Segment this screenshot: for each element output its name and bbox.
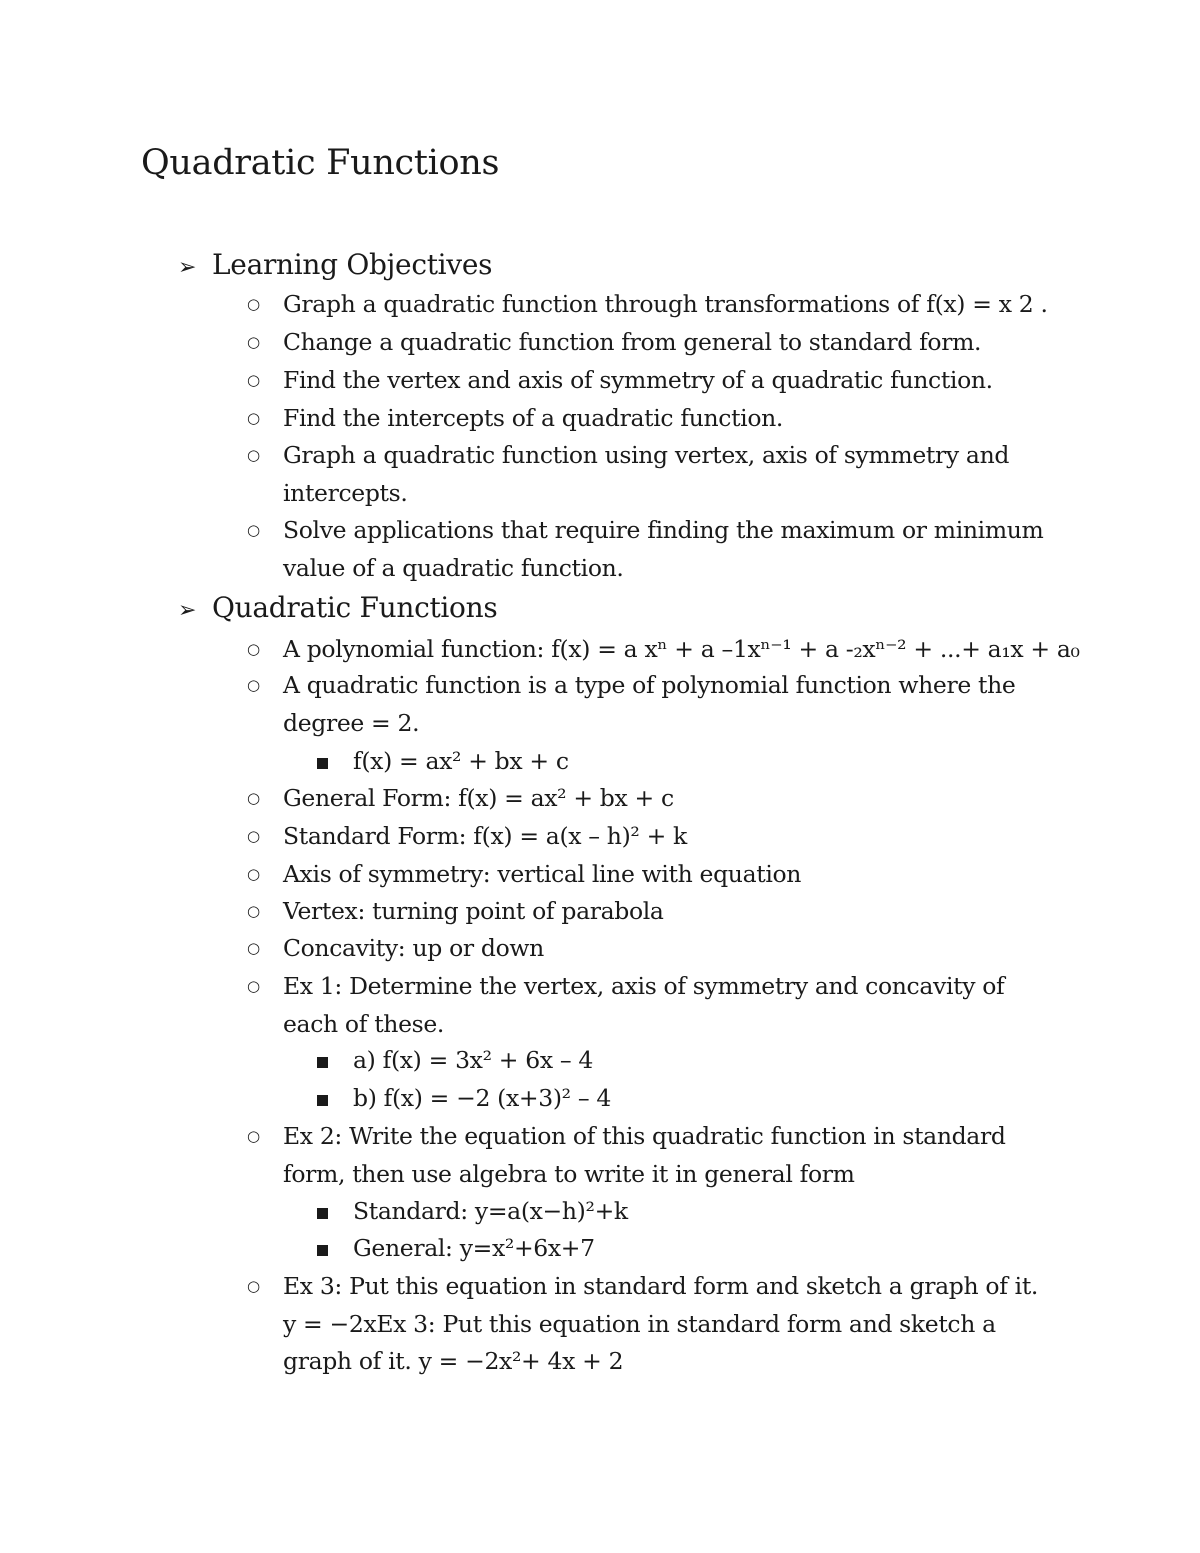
section-heading-quadratic-functions <box>178 590 497 629</box>
page-title: Quadratic Functions <box>141 143 500 183</box>
circle-bullet-icon: ○ <box>247 789 260 807</box>
list-subitem-text: f(x) = ax² + bx + c <box>353 747 569 775</box>
list-item-text: A polynomial function: f(x) = a xⁿ + a –1xⁿ⁻¹ + a -₂xⁿ⁻² + ...+ a₁x + a₀ <box>283 635 1080 663</box>
list-subitem <box>317 1193 1057 1231</box>
square-bullet-icon <box>317 743 353 781</box>
list-item <box>247 1268 1057 1381</box>
list-item-text: Solve applications that require finding the maximum or minimum value of a quadratic function. <box>283 516 1044 582</box>
arrow-bullet-icon: ➢ <box>178 255 197 280</box>
circle-bullet-icon: ○ <box>247 640 260 658</box>
circle-bullet-icon: ○ <box>247 1277 260 1295</box>
circle-bullet-icon: ○ <box>247 371 260 389</box>
circle-bullet-icon: ○ <box>247 446 260 464</box>
list-item <box>247 930 1047 968</box>
circle-bullet-icon: ○ <box>247 939 260 957</box>
circle-bullet-icon: ○ <box>247 676 260 694</box>
list-subitem-text: General: y=x²+6x+7 <box>353 1234 595 1262</box>
list-item-text: Standard Form: f(x) = a(x – h)² + k <box>283 822 687 850</box>
list-item <box>247 631 1080 669</box>
circle-bullet-icon: ○ <box>247 333 260 351</box>
circle-bullet-icon: ○ <box>247 827 260 845</box>
list-item <box>247 856 1047 894</box>
list-item <box>247 818 1047 856</box>
square-bullet-icon <box>317 1080 353 1118</box>
list-subitem-text: Standard: y=a(x−h)²+k <box>353 1197 628 1225</box>
list-item-text: Vertex: turning point of parabola <box>283 897 664 925</box>
list-item <box>247 968 1027 1043</box>
list-item-text: Find the vertex and axis of symmetry of a quadratic function. <box>283 366 993 394</box>
section-heading-label: Learning Objectives <box>212 248 493 281</box>
list-item <box>247 1118 1037 1193</box>
square-bullet-icon <box>317 1230 353 1268</box>
list-item-text: Change a quadratic function from general to standard form. <box>283 328 982 356</box>
circle-bullet-icon: ○ <box>247 1127 260 1145</box>
list-item-text: Graph a quadratic function through transformations of f(x) = x 2 . <box>283 290 1048 318</box>
list-item <box>247 324 1047 362</box>
list-item-text: Ex 3: Put this equation in standard form and sketch a graph of it. y = −2xEx 3: Put this equation in standard form and sketch a graph of it. y = −2x²+ 4x + 2 <box>283 1272 1039 1375</box>
list-subitem-text: a) f(x) = 3x² + 6x – 4 <box>353 1046 593 1074</box>
circle-bullet-icon: ○ <box>247 295 260 313</box>
list-subitem <box>317 1042 1057 1080</box>
list-item <box>247 512 1067 587</box>
list-item <box>247 780 1047 818</box>
circle-bullet-icon: ○ <box>247 521 260 539</box>
list-item <box>247 362 1047 400</box>
section-heading-learning-objectives <box>178 247 492 286</box>
circle-bullet-icon: ○ <box>247 977 260 995</box>
circle-bullet-icon: ○ <box>247 409 260 427</box>
section-heading-label: Quadratic Functions <box>212 591 498 624</box>
list-item-text: Axis of symmetry: vertical line with equation <box>283 860 802 888</box>
list-item-text: General Form: f(x) = ax² + bx + c <box>283 784 674 812</box>
list-subitem <box>317 1080 1057 1118</box>
list-item-text: Concavity: up or down <box>283 934 544 962</box>
list-item-text: Ex 1: Determine the vertex, axis of symmetry and concavity of each of these. <box>283 972 1005 1038</box>
list-item-text: A quadratic function is a type of polynomial function where the degree = 2. <box>283 671 1016 737</box>
list-item <box>247 437 1037 512</box>
list-item-text: Find the intercepts of a quadratic function. <box>283 404 784 432</box>
square-bullet-icon <box>317 1193 353 1231</box>
list-item <box>247 400 1047 438</box>
list-item <box>247 893 1047 931</box>
circle-bullet-icon: ○ <box>247 902 260 920</box>
list-subitem-text: b) f(x) = −2 (x+3)² – 4 <box>353 1084 611 1112</box>
arrow-bullet-icon: ➢ <box>178 598 197 623</box>
square-bullet-icon <box>317 1042 353 1080</box>
list-item-text: Ex 2: Write the equation of this quadratic function in standard form, then use algebra to write it in general form <box>283 1122 1006 1188</box>
list-subitem <box>317 1230 1057 1268</box>
list-item-text: Graph a quadratic function using vertex, axis of symmetry and intercepts. <box>283 441 1010 507</box>
list-item <box>247 286 1047 324</box>
list-item <box>247 667 1047 742</box>
circle-bullet-icon: ○ <box>247 865 260 883</box>
list-subitem <box>317 743 1057 781</box>
